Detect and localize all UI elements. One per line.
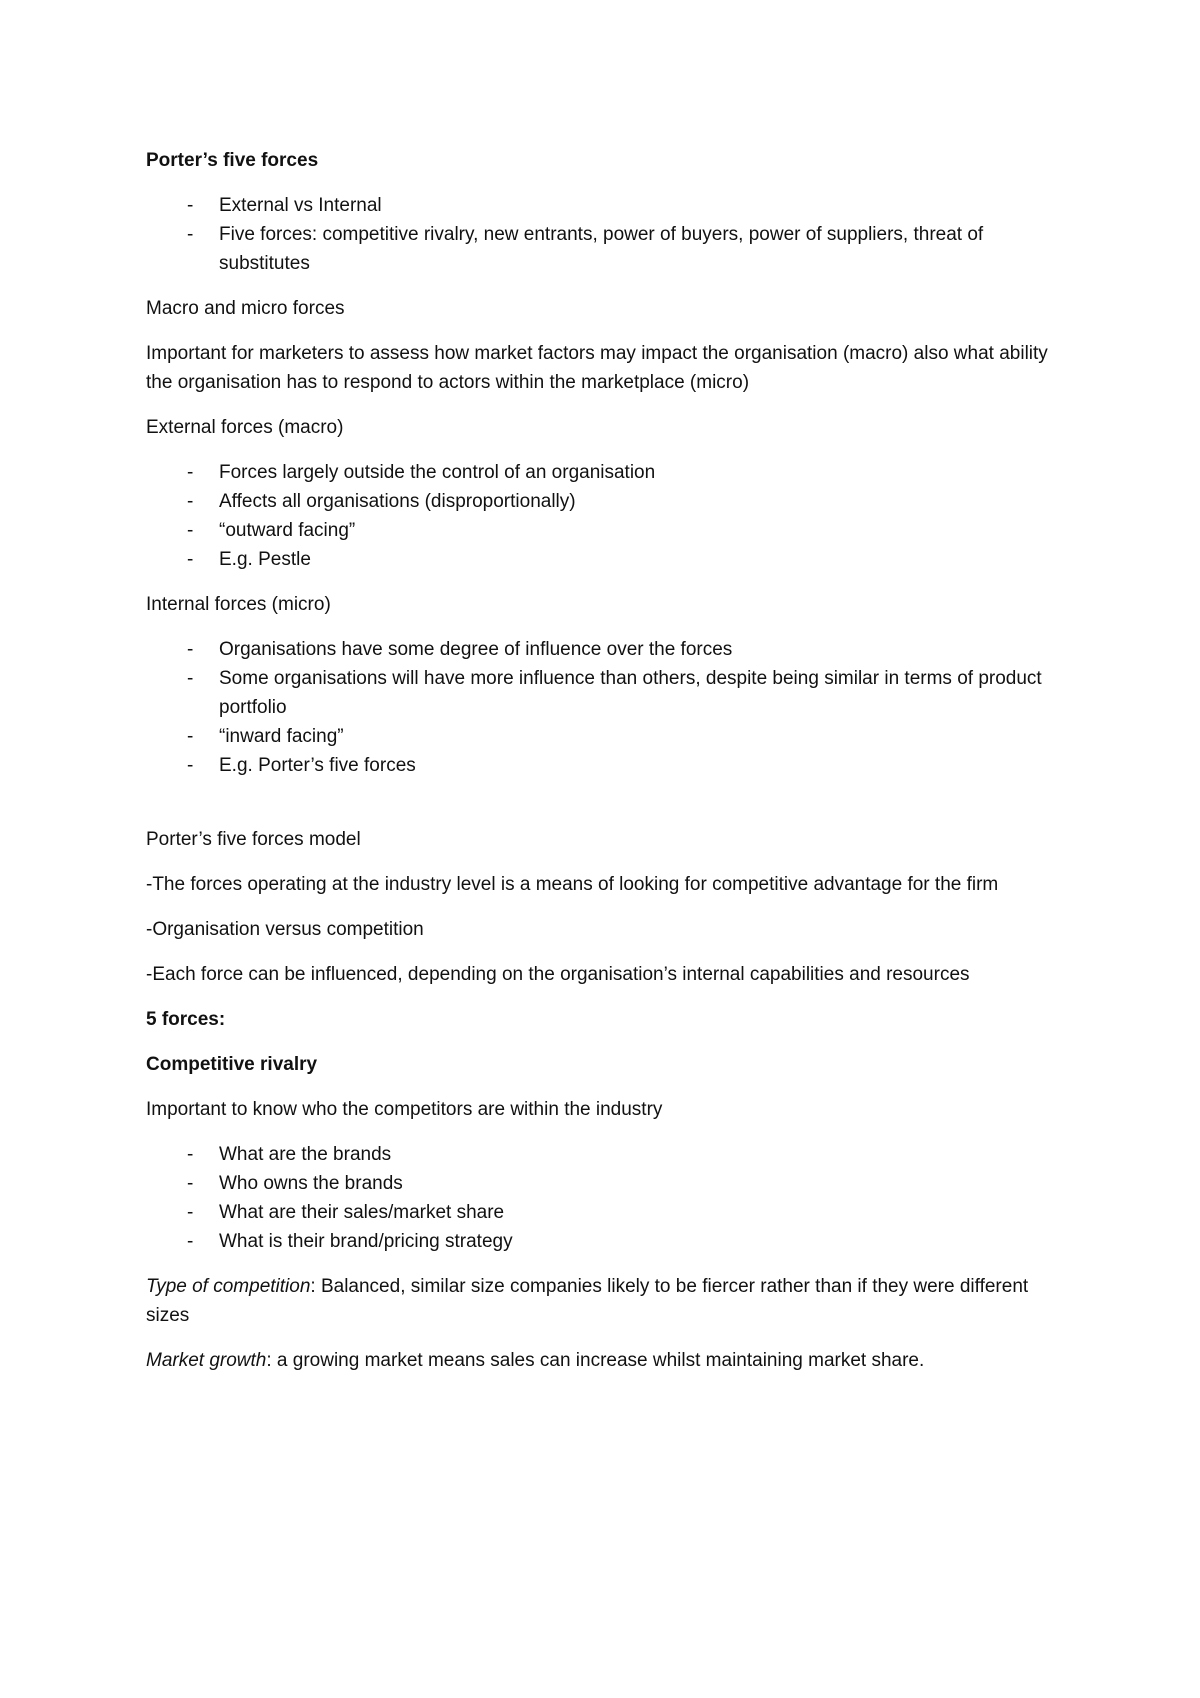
- paragraph-macro-micro: Important for marketers to assess how market factors may impact the organisation (macro) also what ability the organisation has to respond to actors within the marketplace (micro): [146, 343, 1048, 393]
- list-item: - What are their sales/market share: [146, 1198, 1066, 1227]
- paragraph-type-of-competition: [146, 1272, 1066, 1330]
- list-item: - Forces largely outside the control of an organisation: [146, 458, 1066, 487]
- section-heading-rivalry: Competitive rivalry: [146, 1054, 318, 1075]
- blank-line: [146, 796, 1066, 825]
- document-title: Porter’s five forces: [146, 150, 319, 171]
- document-body: [146, 146, 1066, 1391]
- list-item: - “outward facing”: [146, 516, 1066, 545]
- five-forces-label: 5 forces:: [146, 1009, 226, 1030]
- list-item: - Who owns the brands: [146, 1169, 1066, 1198]
- list-item: - E.g. Pestle: [146, 545, 1066, 574]
- paragraph-rivalry-intro: Important to know who the competitors are within the industry: [146, 1099, 663, 1120]
- section-heading-macro-micro: Macro and micro forces: [146, 298, 345, 319]
- internal-list: [146, 635, 1066, 780]
- intro-list: [146, 191, 1066, 278]
- section-heading-model: Porter’s five forces model: [146, 829, 361, 850]
- list-item: - Organisations have some degree of influence over the forces: [146, 635, 1066, 664]
- paragraph-model-2: -Organisation versus competition: [146, 919, 424, 940]
- market-growth-text: : a growing market means sales can increase whilst maintaining market share.: [266, 1350, 925, 1371]
- section-heading-internal: Internal forces (micro): [146, 594, 331, 615]
- list-item: - Some organisations will have more influence than others, despite being similar in terms of product portfolio: [146, 664, 1066, 722]
- list-item: - External vs Internal: [146, 191, 1066, 220]
- type-of-competition-text: : Balanced, similar size companies likely to be fiercer rather than if they were different sizes: [146, 1276, 1029, 1326]
- external-list: [146, 458, 1066, 574]
- paragraph-model-3: -Each force can be influenced, depending on the organisation’s internal capabilities and resources: [146, 964, 970, 985]
- list-item: - E.g. Porter’s five forces: [146, 751, 1066, 780]
- list-item: - What is their brand/pricing strategy: [146, 1227, 1066, 1256]
- paragraph-market-growth: [146, 1346, 1066, 1375]
- list-item: - What are the brands: [146, 1140, 1066, 1169]
- rivalry-list: [146, 1140, 1066, 1256]
- list-item: - Affects all organisations (disproportionally): [146, 487, 1066, 516]
- paragraph-model-1: -The forces operating at the industry level is a means of looking for competitive advantage for the firm: [146, 874, 999, 895]
- list-item: - “inward facing”: [146, 722, 1066, 751]
- list-item: - Five forces: competitive rivalry, new entrants, power of buyers, power of suppliers, threat of substitutes: [146, 220, 1066, 278]
- market-growth-label: Market growth: [146, 1350, 267, 1371]
- type-of-competition-label: Type of competition: [146, 1276, 311, 1297]
- section-heading-external: External forces (macro): [146, 417, 344, 438]
